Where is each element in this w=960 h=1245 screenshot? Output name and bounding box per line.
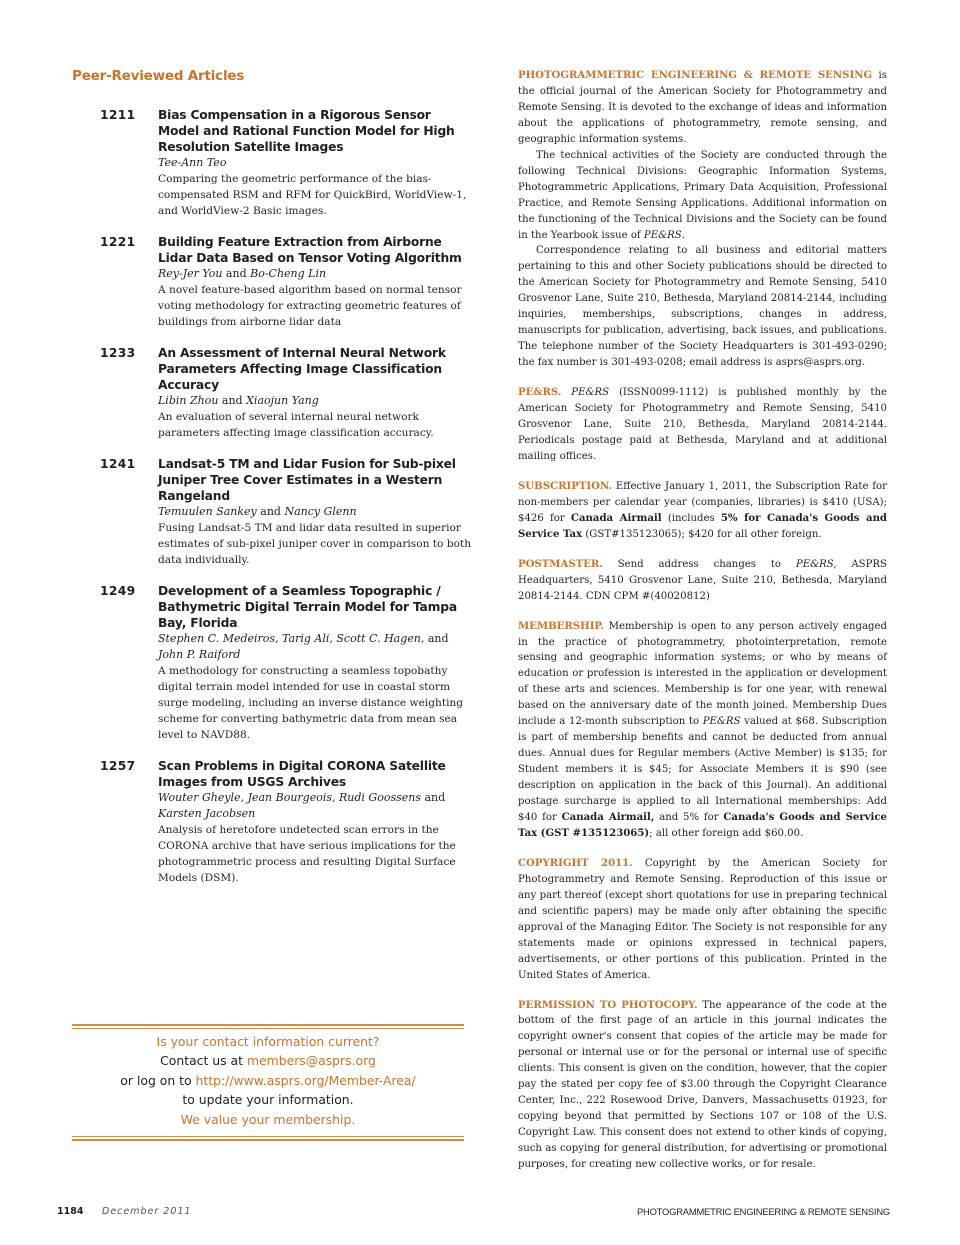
article-title[interactable]: Building Feature Extraction from Airborne Lidar Data Based on Tensor Voting Algorithm xyxy=(158,235,462,265)
subscription-text-3: (GST#135123065); $420 for all other foreign. xyxy=(582,528,822,540)
membership-text-1: Membership is open to any person actively engaged in the practice of photogrammetry, photointerpretation, remote sensing and geographic information systems; or who by means of education or profession is interested in the application or development of these arts and sciences. Membership is for one year, with renewal based on the anniversary date of the month joined. Membership Dues include a 12-month subscription to xyxy=(518,620,887,728)
postmaster-paragraph xyxy=(518,557,887,605)
author-group-1: Temuulen Sankey xyxy=(158,505,257,518)
pers-label: PE&RS. xyxy=(518,386,562,399)
article-title[interactable]: Development of a Seamless Topographic / Bathymetric Digital Terrain Model for Tampa Bay, Florida xyxy=(158,584,457,630)
contact-box xyxy=(72,1032,464,1129)
subscription-bold-2: 5% for Canada's Goods and Service Tax xyxy=(518,511,888,540)
author-group-1: Tee-Ann Teo xyxy=(158,156,227,169)
footer-date: December 2011 xyxy=(102,1206,192,1217)
member-area-link[interactable]: http://www.asprs.org/Member-Area/ xyxy=(195,1072,416,1088)
copyright-paragraph xyxy=(518,856,887,984)
article-description: An evaluation of several internal neural network parameters affecting image classification accuracy. xyxy=(158,411,434,439)
article-page-number: 1257 xyxy=(100,759,136,773)
article-authors xyxy=(158,790,472,822)
author-group-2: Bo-Cheng Lin xyxy=(250,267,327,280)
article-authors xyxy=(158,631,472,663)
footer-journal-name: PHOTOGRAMMETRIC ENGINEERING & REMOTE SENSING xyxy=(636,1206,890,1217)
membership-text-2: valued at $68. Subscription is part of membership benefits and cannot be deducted from annual dues. Annual dues for Regular members (Active Member) is $135; for Student members it is $45; for Associate Members it is $90 (see description on application in the back of this Journal). An additional postage surcharge is applied to all International memberships: Add $40 for xyxy=(518,716,887,823)
membership-text-3: and 5% for xyxy=(654,811,724,823)
article-item[interactable] xyxy=(100,456,472,568)
author-and: and xyxy=(221,394,243,407)
postmaster-label: POSTMASTER. xyxy=(518,557,603,570)
article-title[interactable]: An Assessment of Internal Neural Network Parameters Affecting Image Classification Accuracy xyxy=(158,346,446,392)
article-description: Analysis of heretofore undetected scan errors in the CORONA archive that have serious implications for the photogrammetric process and resulting Digital Surface Models (DSM). xyxy=(158,824,456,884)
article-page-number: 1241 xyxy=(100,457,136,471)
subscription-text-2: (includes xyxy=(661,512,721,524)
article-item[interactable] xyxy=(100,758,472,886)
value-text: We value your membership. xyxy=(180,1111,356,1127)
logon-prefix: or log on to xyxy=(120,1072,192,1088)
subscription-label: SUBSCRIPTION. xyxy=(518,479,613,492)
author-and: and xyxy=(424,791,446,804)
author-group-1: Rey-Jer You xyxy=(158,267,223,280)
intro-paragraph xyxy=(518,68,887,148)
article-page-number: 1221 xyxy=(100,235,136,249)
update-text: to update your information. xyxy=(182,1092,354,1108)
article-authors xyxy=(158,155,472,171)
membership-bold-2: Canada's Goods and Service Tax (GST #135123065) xyxy=(518,810,887,839)
journal-name-label: PHOTOGRAMMETRIC ENGINEERING & REMOTE SENSING xyxy=(518,69,873,81)
author-group-2: John P. Raiford xyxy=(158,648,241,661)
membership-italic: PE&RS xyxy=(702,716,741,728)
author-group-1: Libin Zhou xyxy=(158,394,219,407)
article-item[interactable] xyxy=(100,583,472,743)
technical-italic: PE&RS xyxy=(643,229,682,241)
article-item[interactable] xyxy=(100,234,472,330)
article-title[interactable]: Landsat-5 TM and Lidar Fusion for Sub-pixel Juniper Tree Cover Estimates in a Western Rangeland xyxy=(158,457,456,503)
article-authors xyxy=(158,266,472,282)
postmaster-text-1: Send address changes to xyxy=(602,558,796,570)
article-list xyxy=(100,107,472,901)
correspondence-paragraph: Correspondence relating to all business and editorial matters pertaining to this and other Society publications should be directed to the American Society for Photogrammetry and Remote Sensing, 5410 Grosvenor Lane, Suite 210, Bethesda, Maryland 20814-2144, including inquiries, memberships, subscriptions, changes in address, manuscripts for publication, advertising, back issues, and publications. The telephone number of the Society Headquarters is 301-493-0290; the fax number is 301-493-0208; email address is asprs@asprs.org. xyxy=(518,245,887,369)
section-title: Peer-Reviewed Articles xyxy=(72,68,245,84)
technical-text: The technical activities of the Society are conducted through the following Technical Divisions: Geographic Information Systems, Photogrammetric Applications, Primary Data Acquisition, Professional Practice, and Remote Sensing Applications. Additional information on the functioning of the Technical Divisions and the Society can be found in the Yearbook issue of xyxy=(518,149,887,241)
contact-top-rule xyxy=(72,1024,464,1026)
article-description: Fusing Landsat-5 TM and lidar data resulted in superior estimates of sub-pixel juniper cover in comparison to both data individually. xyxy=(158,522,472,566)
article-description: A novel feature-based algorithm based on normal tensor voting methodology for extracting geometric features of buildings from airborne lidar data xyxy=(158,284,462,328)
author-and: and xyxy=(225,267,247,280)
subscription-bold-1: Canada Airmail xyxy=(570,511,662,524)
article-page-number: 1211 xyxy=(100,108,136,122)
author-group-1: Wouter Gheyle, Jean Bourgeois, Rudi Goossens xyxy=(158,791,421,804)
footer-page-number: 1184 xyxy=(57,1206,84,1217)
contact-question: Is your contact information current? xyxy=(156,1034,380,1049)
intro-text: is the official journal of the American Society for Photogrammetry and Remote Sensing. It is devoted to the exchange of ideas and information about the applications of photogrammetry, remote sensing, and geographic information systems. xyxy=(518,70,887,145)
author-and: and xyxy=(260,505,281,518)
subscription-paragraph xyxy=(518,479,887,543)
author-group-2: Xiaojun Yang xyxy=(246,394,319,407)
author-group-2: Nancy Glenn xyxy=(284,505,357,518)
contact-top-rule-thin xyxy=(72,1028,464,1029)
membership-text-4: ; all other foreign add $60.00. xyxy=(649,827,804,839)
postmaster-text-2: ASPRS Headquarters, 5410 Grosvenor Lane, Suite 210, Bethesda, Maryland 20814-2144. CDN CPM #(40020812) xyxy=(518,558,887,602)
technical-end: . xyxy=(681,229,685,241)
contact-prefix: Contact us at xyxy=(160,1053,243,1069)
author-group-1: Stephen C. Medeiros, Tarig Ali, Scott C. Hagen, xyxy=(158,632,425,645)
author-and: and xyxy=(427,632,449,645)
permission-label: PERMISSION TO PHOTOCOPY. xyxy=(518,998,698,1011)
journal-info-column xyxy=(518,68,887,1173)
article-page-number: 1233 xyxy=(100,346,136,360)
permission-text: The appearance of the code at the bottom of the first page of an article in this journal indicates the copyright owner's consent that copies of the article may be made for personal or internal use or for the personal or internal use of specific clients. This consent is given on the condition, however, that the copier pay the stated per copy fee of $3.00 through the Copyright Clearance Center, Inc., 222 Rosewood Drive, Danvers, Massachusetts 01923, for copying beyond that permitted by Sections 107 or 108 of the U.S. Copyright Law. This consent does not extend to other kinds of copying, such as copying for general distribution, for advertising or promotional purposes, for creating new collective works, or for resale. xyxy=(518,999,887,1171)
technical-paragraph xyxy=(518,148,887,244)
contact-bottom-rule-thin xyxy=(72,1136,464,1137)
article-title[interactable]: Bias Compensation in a Rigorous Sensor Model and Rational Function Model for High Resolution Satellite Images xyxy=(158,108,455,154)
email-link[interactable]: members@asprs.org xyxy=(246,1053,376,1069)
article-title[interactable]: Scan Problems in Digital CORONA Satellite Images from USGS Archives xyxy=(158,759,446,789)
subscription-text-1: Effective January 1, 2011, the Subscription Rate for non-members per calendar year (companies, libraries) is $410 (USA); $426 for xyxy=(518,480,887,524)
article-authors xyxy=(158,393,472,409)
membership-label: MEMBERSHIP. xyxy=(518,619,604,632)
pers-italic: PE&RS xyxy=(571,387,610,399)
article-item[interactable] xyxy=(100,107,472,219)
contact-bottom-rule xyxy=(72,1139,464,1141)
membership-bold-1: Canada Airmail, xyxy=(561,810,655,823)
copyright-text: Copyright by the American Society for Photogrammetry and Remote Sensing. Reproduction of this issue or any part thereof (except short quotations for use in preparing technical and scientific papers) may be made only after obtaining the specific approval of the Managing Editor. The Society is not responsible for any statements made or opinions expressed in technical papers, advertisements, or other portions of this publication. Printed in the United States of America. xyxy=(518,857,887,981)
membership-paragraph xyxy=(518,619,887,842)
article-page-number: 1249 xyxy=(100,584,136,598)
pers-text: (ISSN0099-1112) is published monthly by the American Society for Photogrammetry and Remote Sensing, 5410 Grosvenor Lane, Suite 210, Bethesda, Maryland 20814-2144. Periodicals postage paid at Bethesda, Maryland and at additional mailing offices. xyxy=(518,387,888,462)
article-item[interactable] xyxy=(100,345,472,441)
postmaster-italic: PE&RS, xyxy=(795,558,837,570)
article-authors xyxy=(158,504,472,520)
article-description: A methodology for constructing a seamless topobathy digital terrain model intended for use in coastal storm surge modeling, including an inverse distance weighting scheme for converting bathymetric data from mean sea level to NAVD88. xyxy=(158,665,464,741)
pers-paragraph xyxy=(518,385,887,465)
permission-paragraph xyxy=(518,998,887,1173)
copyright-label: COPYRIGHT 2011. xyxy=(518,856,633,869)
author-group-2: Karsten Jacobsen xyxy=(158,807,256,820)
article-description: Comparing the geometric performance of the bias-compensated RSM and RFM for QuickBird, WorldView-1, and WorldView-2 Basic images. xyxy=(158,173,467,217)
